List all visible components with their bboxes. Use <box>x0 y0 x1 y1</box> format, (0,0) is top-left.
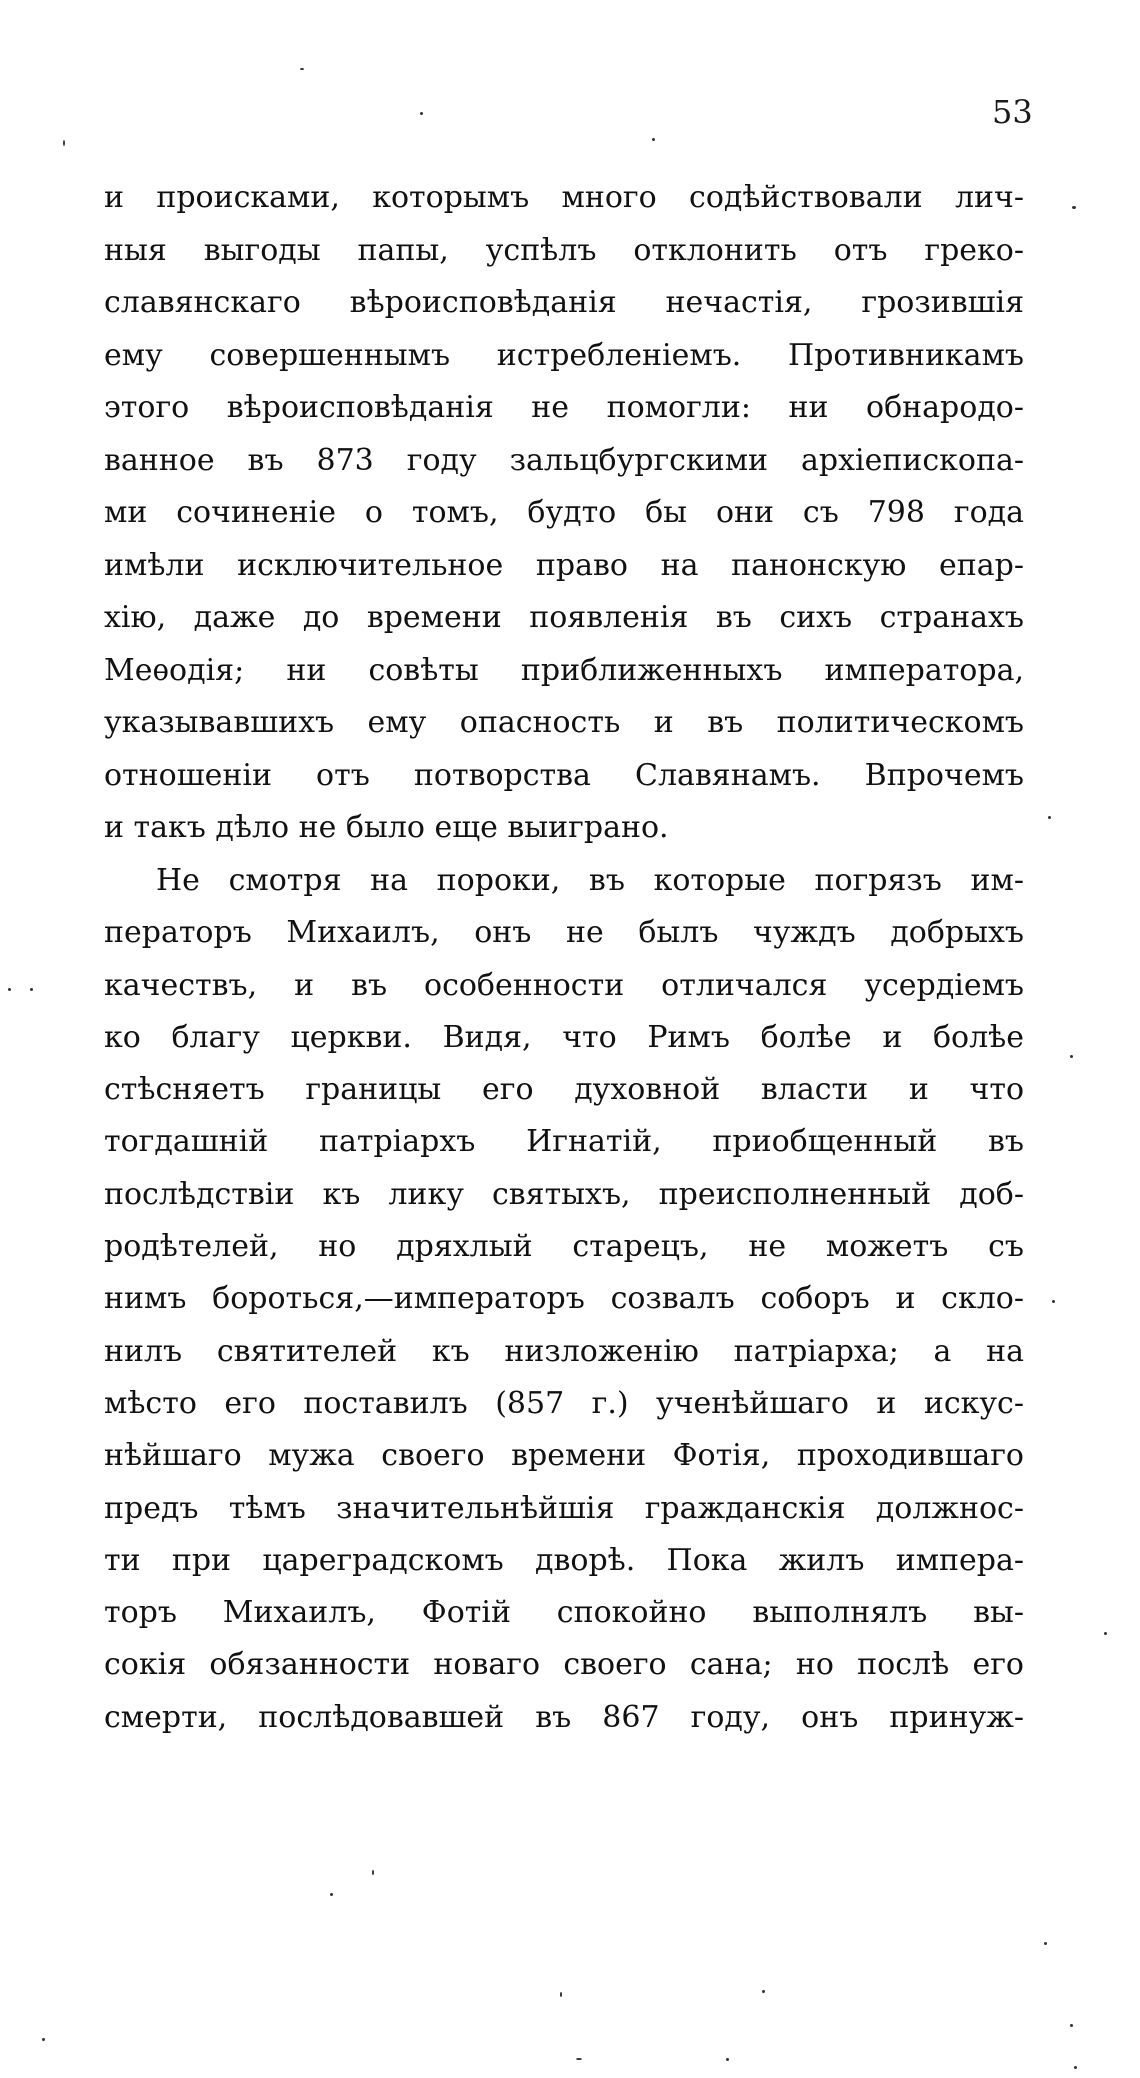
text-line: послѣдствіи къ лику святыхъ, преисполненный доб- <box>104 1176 1024 1212</box>
text-line: сокія обязанности новаго своего сана; но послѣ его <box>104 1647 1024 1683</box>
text-line: нѣйшаго мужа своего времени Фотія, проходившаго <box>104 1438 1024 1474</box>
text-line: тогдашній патріархъ Игнатій, приобщенный въ <box>104 1124 1024 1160</box>
text-line: качествъ, и въ особенности отличался усердіемъ <box>104 967 1024 1003</box>
text-line: указывавшихъ ему опасность и въ политическомъ <box>104 705 1024 740</box>
scan-speck <box>8 988 11 991</box>
scan-speck <box>1070 2024 1073 2027</box>
text-line: торъ Михаилъ, Фотій спокойно выполнялъ вы- <box>104 1595 1024 1631</box>
text-line: имѣли исключительное право на панонскую епар- <box>104 547 1024 583</box>
text-line: славянскаго вѣроисповѣданія нечастія, грозившія <box>104 285 1024 320</box>
text-line: ванное въ 873 году зальцбургскими архіепископа- <box>104 442 1024 478</box>
text-line: ко благу церкви. Видя, что Римъ болѣе и болѣе <box>104 1019 1024 1055</box>
text-line: ти при цареградскомъ дворѣ. Пока жилъ импера- <box>104 1542 1024 1578</box>
text-line: Не смотря на пороки, въ которые погрязъ им- <box>156 863 1024 898</box>
scan-speck <box>1074 2066 1077 2069</box>
scan-speck <box>1072 206 1076 209</box>
text-line: предъ тѣмъ значительнѣйшія гражданскія должнос- <box>104 1490 1024 1526</box>
scan-speck <box>300 68 304 70</box>
scan-speck <box>1048 816 1051 819</box>
scan-speck <box>1044 1942 1047 1945</box>
scan-speck <box>560 1992 562 1997</box>
scan-speck <box>576 2058 582 2060</box>
scan-speck <box>652 138 655 141</box>
text-line: родѣтелей, но дряхлый старецъ, не можетъ съ <box>104 1229 1024 1265</box>
scan-speck <box>1070 1055 1073 1058</box>
text-line: мѣсто его поставилъ (857 г.) ученѣйшаго и искус- <box>104 1385 1024 1421</box>
text-line: смерти, послѣдовавшей въ 867 году, онъ принуж- <box>104 1699 1024 1735</box>
scan-speck <box>42 2038 45 2041</box>
text-line: ныя выгоды папы, успѣлъ отклонить отъ греко- <box>104 232 1024 268</box>
text-line: нилъ святителей къ низложенію патріарха; а на <box>104 1333 1024 1369</box>
text-line: отношеніи отъ потворства Славянамъ. Впрочемъ <box>104 757 1024 793</box>
scan-speck <box>1052 1300 1055 1303</box>
page-number: 53 <box>992 93 1033 131</box>
text-line: хію, даже до времени появленія въ сихъ странахъ <box>104 600 1024 635</box>
scan-speck <box>63 140 65 146</box>
scan-speck <box>420 112 423 115</box>
text-line: ператоръ Михаилъ, онъ не былъ чуждъ добрыхъ <box>104 915 1024 951</box>
text-line: стѣсняетъ границы его духовной власти и что <box>104 1072 1024 1108</box>
scan-speck <box>372 1870 374 1875</box>
scan-speck <box>762 1990 765 1993</box>
text-line: Меѳодія; ни совѣты приближенныхъ императора, <box>104 652 1024 688</box>
text-line: ему совершеннымъ истребленіемъ. Противникамъ <box>104 337 1024 373</box>
scan-speck <box>726 2058 729 2061</box>
text-line: и происками, которымъ много содѣйствовали лич- <box>104 180 1024 215</box>
paragraph-2 <box>104 855 1024 1744</box>
scan-speck <box>1104 1632 1107 1635</box>
text-line: ми сочиненіе о томъ, будто бы они съ 798 года <box>104 495 1024 530</box>
scan-speck <box>30 988 33 991</box>
text-line: нимъ бороться,—императоръ созвалъ соборъ и скло- <box>104 1281 1024 1317</box>
paragraph-1 <box>104 172 1024 855</box>
scan-speck <box>330 1893 333 1896</box>
text-line: и такъ дѣло не было еще выиграно. <box>104 810 669 845</box>
text-line: этого вѣроисповѣданія не помогли: ни обнародо- <box>104 390 1024 425</box>
